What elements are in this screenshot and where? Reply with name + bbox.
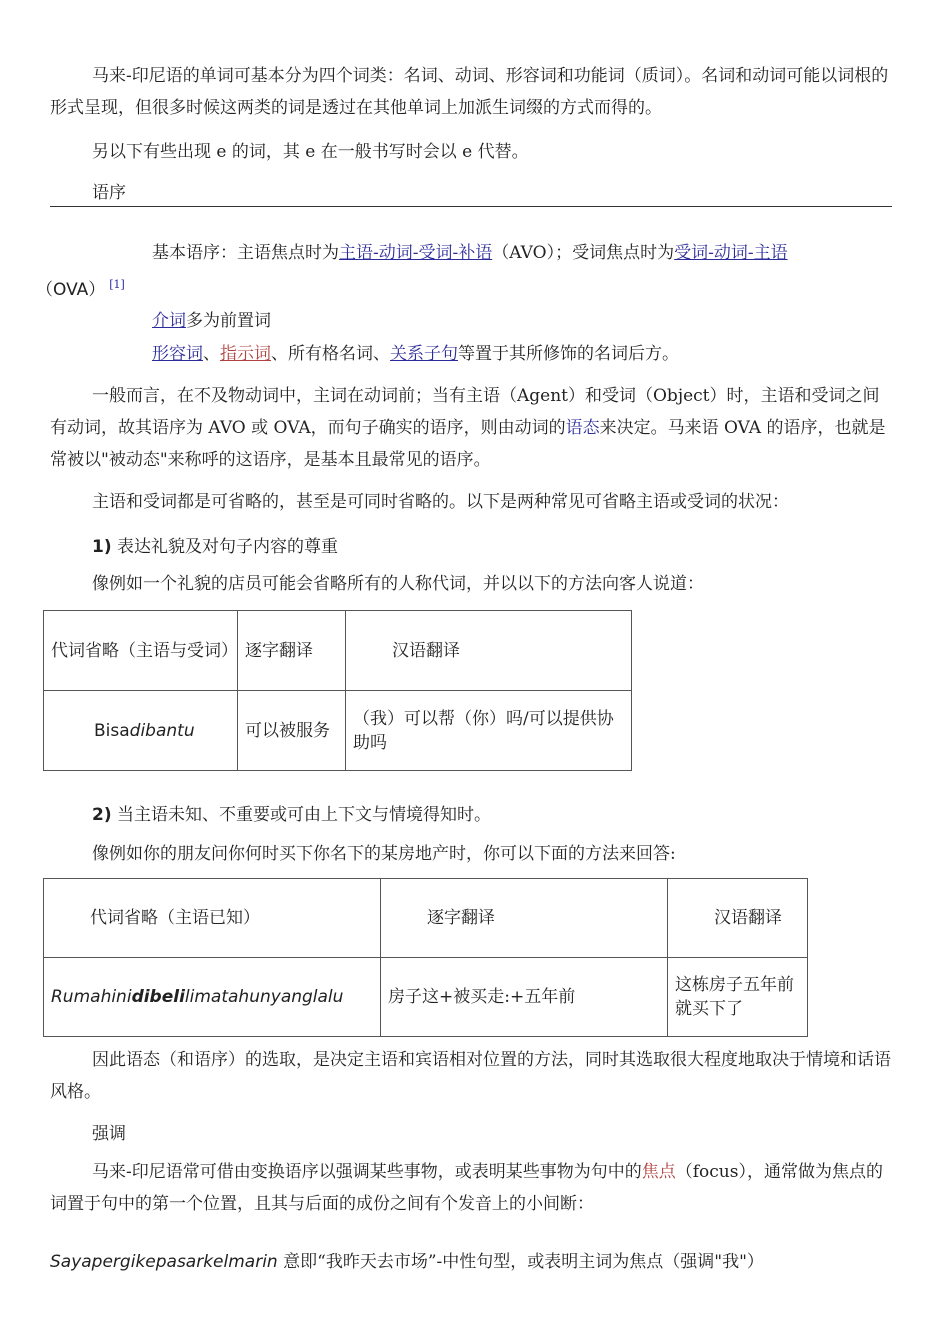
voice-conclusion-paragraph	[50, 1044, 892, 1108]
intro-paragraph-2	[50, 136, 892, 168]
example-word: Bisa	[94, 720, 130, 741]
table-cell	[44, 958, 381, 1037]
relative-clause-link[interactable]: 关系子句	[390, 344, 458, 364]
modifier-line	[152, 338, 892, 370]
section-heading-word-order	[50, 177, 892, 209]
focus-link[interactable]: 焦点	[641, 1162, 676, 1182]
case-1-example-intro	[50, 568, 892, 600]
example-word-bold: dibeli	[131, 987, 185, 1007]
table-cell	[668, 958, 808, 1037]
case-1-example-text: 像例如一个礼貌的店员可能会省略所有的人称代词，并以以下的方法向客人说道：	[92, 574, 704, 594]
case-2-heading	[50, 799, 892, 831]
emphasis-paragraph	[50, 1156, 892, 1220]
modifier-suffix: 等置于其所修饰的名词后方。	[458, 344, 679, 364]
emphasis-text-b: （focus），通常做为焦点的词置于句中的第一个位置，且其与后面的成份之间有个发音上的小间断：	[50, 1162, 883, 1214]
p5-text: 因此语态（和语序）的选取，是决定主语和宾语相对位置的方法，同时其选取很大程度地取决于情境和话语风格。	[50, 1050, 891, 1102]
cell-text: 房子这+被买走:+五年前	[388, 987, 576, 1007]
intro-text-2: 另以下有些出现 e 的词，其 e 在一般书写时会以 e 代替。	[92, 142, 529, 162]
example-word-italic: Rumahini	[51, 987, 132, 1007]
basic-suffix: （OVA）	[36, 279, 106, 300]
cell-text: （我）可以帮（你）吗/可以提供协助吗	[353, 708, 614, 753]
preposition-line	[152, 305, 892, 337]
table-row	[44, 958, 808, 1037]
header-text: 逐字翻译	[245, 640, 313, 661]
section-heading-emphasis	[50, 1118, 892, 1150]
adjective-link[interactable]: 形容词	[152, 344, 203, 364]
svo-link[interactable]: 主语-动词-受词-补语	[339, 243, 493, 263]
basic-word-order	[36, 237, 892, 306]
emphasis-text-a: 马来-印尼语常可借由变换语序以强调某些事物，或表明某些事物为句中的	[92, 1162, 642, 1182]
table-header-cell	[381, 879, 668, 958]
table-header-cell	[346, 611, 632, 691]
word-order-paragraph	[50, 380, 892, 476]
section-divider	[50, 206, 892, 207]
p3-text-a: 一般而言，在不及物动词中，主词在动词前；当有主语（Agent）和受词（Object）时，主语和受词之间有动词，故其语序为 AVO 或 OVA，而句子确实的语序，则由动词的	[50, 386, 880, 438]
table-header-row	[44, 611, 632, 691]
cell-text: 这栋房子五年前就买下了	[675, 975, 794, 1019]
p4-text: 主语和受词都是可省略的，甚至是可同时省略的。以下是两种常见可省略主语或受词的状况：	[92, 492, 789, 512]
case-2-example-text: 像例如你的朋友问你何时买下你名下的某房地产时，你可以下面的方法来回答:	[92, 844, 676, 864]
p3-text-b: 来决定。马来语 OVA 的语序，也就是常被以"被动态"来称呼的这语序，是基本且最常见的语序。	[50, 418, 886, 470]
table-row	[44, 691, 632, 771]
table-cell	[44, 691, 238, 771]
heading-text: 语序	[92, 183, 126, 203]
heading-text: 强调	[92, 1124, 126, 1144]
preposition-link[interactable]: 介词	[152, 311, 186, 331]
example-table-2	[43, 878, 808, 1037]
header-text: 汉语翻译	[714, 908, 782, 928]
header-text: 代词省略（主语已知）	[90, 908, 260, 928]
intro-paragraph-1	[50, 60, 892, 124]
voice-link[interactable]: 语态	[565, 418, 600, 438]
preposition-text: 多为前置词	[186, 311, 271, 331]
header-text: 汉语翻译	[392, 640, 460, 661]
demonstrative-link[interactable]: 指示词	[220, 344, 271, 364]
table-header-cell	[668, 879, 808, 958]
table-header-cell	[238, 611, 346, 691]
example-word-italic: limatahunyanglalu	[184, 987, 344, 1007]
reference-link[interactable]: [1]	[109, 278, 125, 291]
table-cell	[381, 958, 668, 1037]
ovs-link[interactable]: 受词-动词-主语	[674, 243, 788, 263]
omission-paragraph	[50, 486, 892, 518]
table-header-cell	[44, 879, 381, 958]
case-2-number: 2)	[92, 805, 112, 825]
intro-text-1: 马来-印尼语的单词可基本分为四个词类：名词、动词、形容词和功能词（质词）。名词和动词可能以词根的形式呈现，但很多时候这两类的词是透过在其他单词上加派生词缀的方式而得的。	[50, 66, 889, 118]
table-cell	[346, 691, 632, 771]
table-header-cell	[44, 611, 238, 691]
basic-prefix: 基本语序：主语焦点时为	[152, 243, 339, 263]
example-explanation: 意即“我昨天去市场”-中性句型，或表明主词为焦点（强调"我"）	[277, 1252, 764, 1272]
basic-mid: （AVO）；受词焦点时为	[492, 243, 675, 263]
cell-text: 可以被服务	[245, 720, 330, 741]
case-1-number: 1)	[92, 537, 112, 557]
emphasis-example	[50, 1246, 892, 1278]
table-header-row	[44, 879, 808, 958]
modifier-mid: 、所有格名词、	[271, 344, 390, 364]
example-sentence: Sayapergikepasarkelmarin	[50, 1252, 278, 1272]
case-1-heading	[50, 531, 892, 563]
case-2-example-intro	[50, 838, 892, 870]
case-1-text: 表达礼貌及对句子内容的尊重	[117, 537, 339, 557]
case-2-text: 当主语未知、不重要或可由上下文与情境得知时。	[117, 805, 492, 825]
example-word-italic: dibantu	[129, 720, 195, 741]
header-text: 代词省略（主语与受词）	[51, 640, 238, 661]
header-text: 逐字翻译	[427, 908, 495, 928]
example-table-1	[43, 610, 632, 771]
table-cell	[238, 691, 346, 771]
separator: 、	[203, 344, 220, 364]
